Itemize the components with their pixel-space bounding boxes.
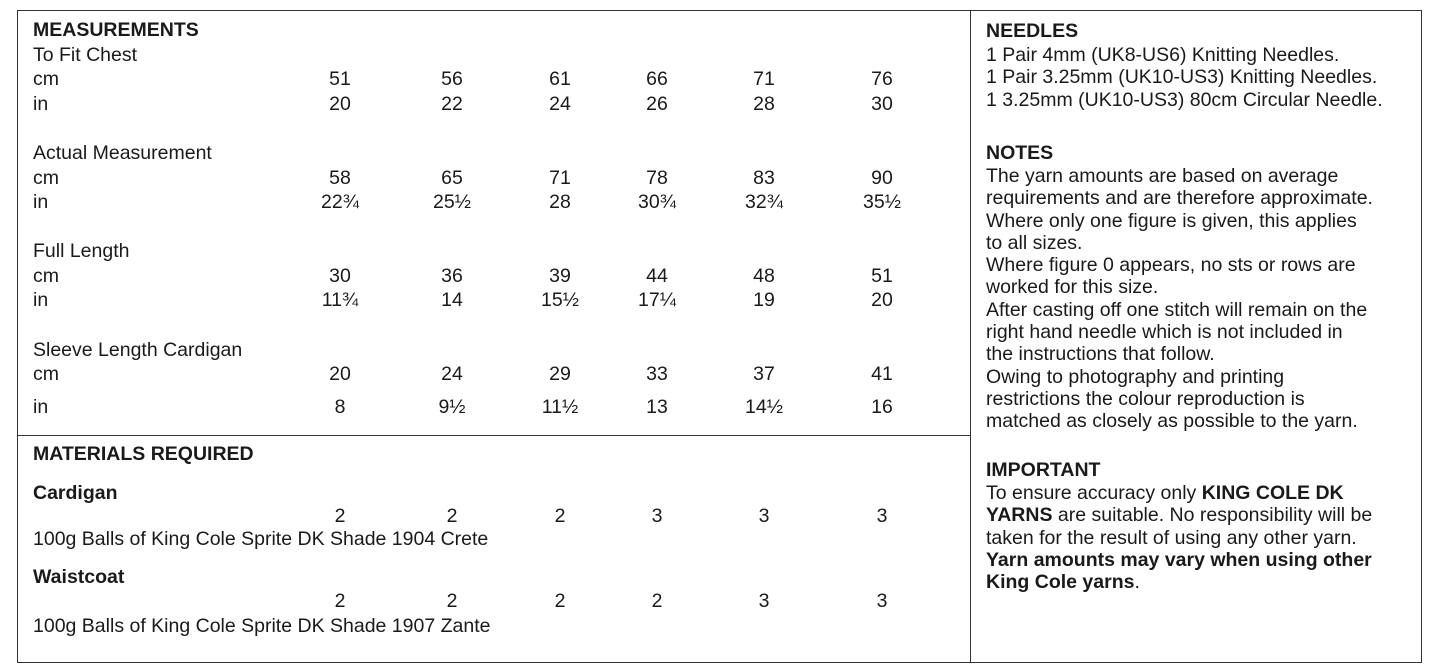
- needle-line: 1 Pair 3.25mm (UK10-US3) Knitting Needles.: [986, 66, 1378, 89]
- size-value: 20: [329, 363, 351, 385]
- size-value: 22¾: [321, 191, 359, 213]
- note-line: right hand needle which is not included in: [986, 321, 1343, 344]
- size-value: 39: [549, 265, 571, 287]
- important-line: [986, 482, 1416, 504]
- size-value: 29: [549, 363, 571, 385]
- unit-label: in: [33, 289, 49, 311]
- unit-label: in: [33, 396, 49, 418]
- important-text: [986, 482, 1416, 593]
- note-line: restrictions the colour reproduction is: [986, 387, 1305, 410]
- unit-label: cm: [33, 167, 59, 189]
- important-line: taken for the result of using any other yarn.: [986, 526, 1357, 549]
- size-value: 17¼: [638, 289, 676, 311]
- unit-label: cm: [33, 265, 59, 287]
- size-value: 28: [549, 191, 571, 213]
- size-value: 44: [646, 265, 668, 287]
- notes-heading: NOTES: [986, 142, 1054, 164]
- size-value: 3: [876, 505, 888, 527]
- size-value: 65: [441, 167, 463, 189]
- size-value: 11¾: [321, 289, 359, 311]
- size-value: 2: [554, 505, 566, 527]
- size-value: 48: [753, 265, 775, 287]
- size-value: 20: [871, 289, 893, 311]
- size-value: 51: [871, 265, 893, 287]
- unit-label: in: [33, 93, 49, 115]
- unit-label: cm: [33, 68, 59, 90]
- size-value: 41: [871, 363, 893, 385]
- size-value: 2: [334, 590, 346, 612]
- measurements-heading: MEASUREMENTS: [33, 19, 199, 41]
- important-heading: IMPORTANT: [986, 459, 1101, 481]
- important-line: [986, 571, 1416, 593]
- size-value: 51: [329, 68, 351, 90]
- needles-heading: NEEDLES: [986, 20, 1079, 42]
- size-value: 2: [554, 590, 566, 612]
- section-divider: [17, 435, 970, 436]
- size-value: 28: [753, 93, 775, 115]
- material-name: Cardigan: [33, 482, 118, 504]
- size-value: 11½: [541, 396, 579, 418]
- size-value: 15½: [541, 289, 579, 311]
- size-value: 20: [329, 93, 351, 115]
- needles-list: [986, 44, 1416, 111]
- size-value: 2: [651, 590, 663, 612]
- size-value: 14: [441, 289, 463, 311]
- important-text-part: To ensure accuracy only: [986, 482, 1202, 504]
- measurement-title: Actual Measurement: [33, 142, 212, 164]
- size-value: 14½: [745, 396, 783, 418]
- size-value: 3: [758, 505, 770, 527]
- size-value: 61: [549, 68, 571, 90]
- size-value: 19: [753, 289, 775, 311]
- note-line: worked for this size.: [986, 276, 1159, 299]
- size-value: 71: [753, 68, 775, 90]
- size-value: 36: [441, 265, 463, 287]
- size-value: 30: [329, 265, 351, 287]
- size-value: 30: [871, 93, 893, 115]
- size-value: 16: [871, 396, 893, 418]
- note-line: After casting off one stitch will remain on the: [986, 298, 1368, 321]
- size-value: 30¾: [638, 191, 676, 213]
- note-line: requirements and are therefore approximate.: [986, 187, 1373, 210]
- size-value: 26: [646, 93, 668, 115]
- unit-label: cm: [33, 363, 59, 385]
- important-brand: KING COLE DK: [1201, 482, 1344, 504]
- note-line: to all sizes.: [986, 231, 1083, 254]
- material-name: Waistcoat: [33, 566, 125, 588]
- size-value: 22: [441, 93, 463, 115]
- measurement-title: Sleeve Length Cardigan: [33, 339, 243, 361]
- important-text-part: .: [1134, 571, 1140, 594]
- size-value: 24: [441, 363, 463, 385]
- note-line: Where figure 0 appears, no sts or rows are: [986, 254, 1356, 277]
- note-line: Owing to photography and printing: [986, 365, 1285, 388]
- size-value: 66: [646, 68, 668, 90]
- size-value: 58: [329, 167, 351, 189]
- unit-label: in: [33, 191, 49, 213]
- important-text-part: are suitable. No responsibility will be: [1052, 504, 1373, 527]
- size-value: 33: [646, 363, 668, 385]
- note-line: the instructions that follow.: [986, 343, 1215, 366]
- needle-line: 1 Pair 4mm (UK8-US6) Knitting Needles.: [986, 44, 1340, 66]
- note-line: Where only one figure is given, this applies: [986, 209, 1357, 232]
- important-brand: YARNS: [986, 504, 1053, 527]
- size-value: 8: [334, 396, 346, 418]
- size-value: 25½: [433, 191, 471, 213]
- size-value: 3: [651, 505, 663, 527]
- note-line: matched as closely as possible to the yarn.: [986, 410, 1358, 433]
- materials-heading: MATERIALS REQUIRED: [33, 443, 254, 465]
- size-value: 32¾: [745, 191, 783, 213]
- important-line: [986, 504, 1416, 526]
- size-value: 13: [646, 396, 668, 418]
- size-value: 71: [549, 167, 571, 189]
- size-value: 2: [446, 505, 458, 527]
- important-warning: Yarn amounts may vary when using other: [986, 548, 1372, 571]
- size-value: 3: [758, 590, 770, 612]
- note-line: The yarn amounts are based on average: [986, 165, 1339, 187]
- material-description: 100g Balls of King Cole Sprite DK Shade 1904 Crete: [33, 528, 489, 550]
- size-value: 35½: [863, 191, 901, 213]
- material-description: 100g Balls of King Cole Sprite DK Shade 1907 Zante: [33, 615, 491, 637]
- size-value: 56: [441, 68, 463, 90]
- column-divider: [970, 10, 971, 663]
- notes-list: [986, 165, 1416, 433]
- size-value: 83: [753, 167, 775, 189]
- needle-line: 1 3.25mm (UK10-US3) 80cm Circular Needle.: [986, 88, 1383, 111]
- size-value: 78: [646, 167, 668, 189]
- size-value: 37: [753, 363, 775, 385]
- size-value: 2: [446, 590, 458, 612]
- size-value: 76: [871, 68, 893, 90]
- important-warning: King Cole yarns: [986, 571, 1135, 594]
- size-value: 90: [871, 167, 893, 189]
- size-value: 2: [334, 505, 346, 527]
- measurement-title: To Fit Chest: [33, 44, 138, 66]
- size-value: 9½: [438, 396, 466, 418]
- size-value: 24: [549, 93, 571, 115]
- size-value: 3: [876, 590, 888, 612]
- measurement-title: Full Length: [33, 240, 130, 262]
